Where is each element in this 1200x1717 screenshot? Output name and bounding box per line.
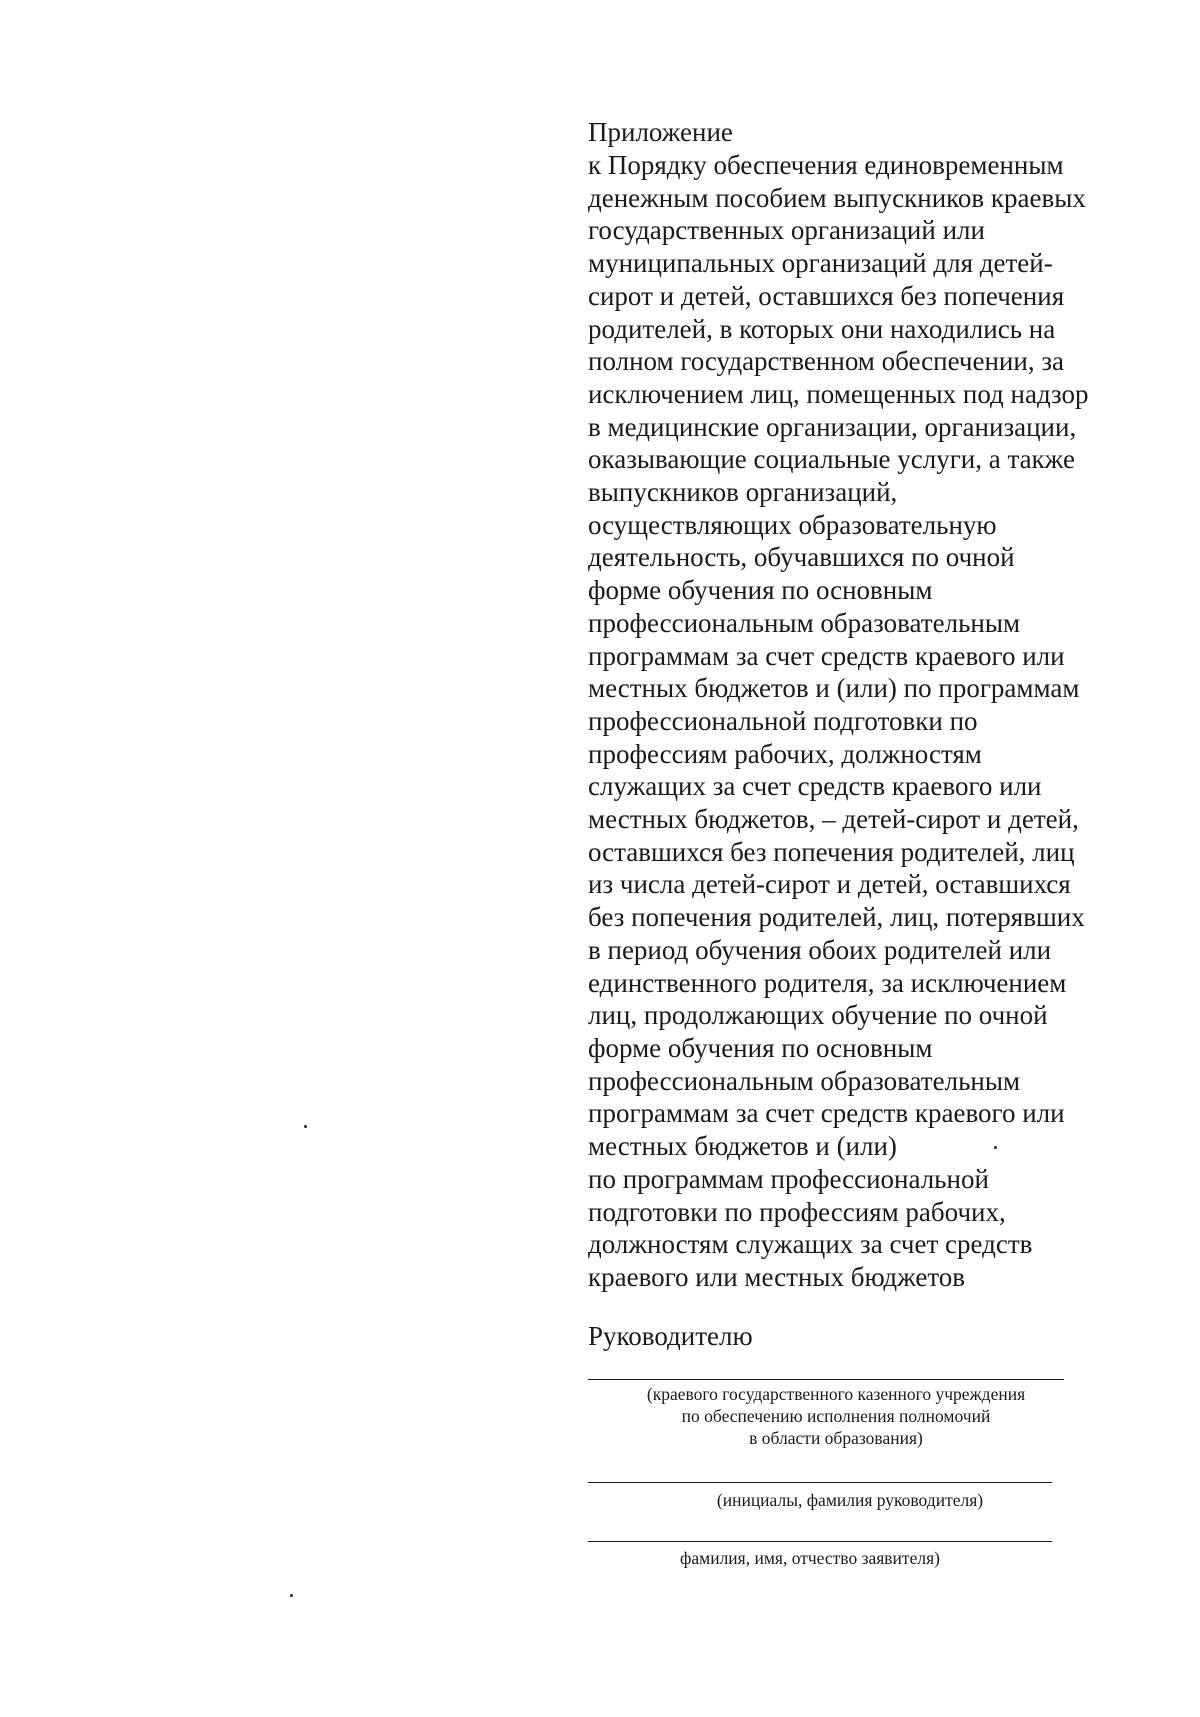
body-line: по программам профессиональной — [588, 1163, 989, 1194]
body-line: профессиям рабочих, должностям — [588, 738, 982, 769]
body-line: краевого или местных бюджетов — [588, 1261, 966, 1292]
body-line: без попечения родителей, лиц, потерявших — [588, 902, 1085, 933]
body-line: программам за счет средств краевого или — [588, 1098, 1065, 1129]
body-line: сирот и детей, оставшихся без попечения — [588, 280, 1065, 311]
body-line: осуществляющих образовательную — [588, 509, 997, 540]
body-line: муниципальных организаций для детей- — [588, 248, 1053, 279]
body-line: из числа детей-сирот и детей, оставшихся — [588, 869, 1071, 900]
head-name-caption: (инициалы, фамилия руководителя) — [716, 1490, 984, 1510]
body-line: должностям служащих за счет средств — [588, 1229, 1033, 1260]
body-line: оставшихся без попечения родителей, лиц — [588, 836, 1075, 867]
body-line: лиц, продолжающих обучение по очной — [588, 1000, 1048, 1031]
scan-speck — [290, 1594, 293, 1597]
body-line: выпускников организаций, — [588, 477, 898, 508]
body-line: исключением лиц, помещенных под надзор — [588, 378, 1089, 409]
appendix-description — [588, 149, 1108, 1294]
body-line: форме обучения по основным — [588, 575, 933, 606]
body-line: местных бюджетов и (или) по программам — [588, 673, 1080, 704]
body-line: профессиональным образовательным — [588, 1065, 1021, 1096]
body-line: оказывающие социальные услуги, а также — [588, 444, 1075, 475]
institution-blank-line — [588, 1379, 1064, 1380]
body-line: полном государственном обеспечении, за — [588, 346, 1064, 377]
scan-speck — [994, 1146, 997, 1149]
body-line: профессиональной подготовки по — [588, 705, 978, 736]
body-line: подготовки по профессиям рабочих, — [588, 1196, 1006, 1227]
caption-line: (краевого государственного казенного учреждения — [646, 1384, 1026, 1404]
institution-caption — [596, 1383, 1076, 1449]
head-name-blank-line — [588, 1482, 1052, 1483]
body-line: государственных организаций или — [588, 215, 985, 246]
body-line: деятельность, обучавшихся по очной — [588, 542, 1015, 573]
applicant-blank-line — [588, 1541, 1052, 1542]
body-line: местных бюджетов и (или) — [588, 1131, 897, 1162]
body-line: программам за счет средств краевого или — [588, 640, 1065, 671]
body-line: единственного родителя, за исключением — [588, 967, 1067, 998]
addressee-label: Руководителю — [588, 1321, 753, 1351]
applicant-caption: фамилия, имя, отчество заявителя) — [680, 1548, 940, 1568]
body-line: профессиональным образовательным — [588, 607, 1021, 638]
body-line: денежным пособием выпускников краевых — [588, 182, 1086, 213]
body-line: форме обучения по основным — [588, 1032, 933, 1063]
scan-speck — [304, 1125, 307, 1128]
caption-line: в области образования) — [749, 1428, 923, 1448]
caption-line: по обеспечению исполнения полномочий — [681, 1406, 991, 1426]
body-line: в период обучения обоих родителей или — [588, 934, 1052, 965]
body-line: местных бюджетов, – детей-сирот и детей, — [588, 804, 1079, 835]
body-line: родителей, в которых они находились на — [588, 313, 1056, 344]
appendix-title: Приложение — [588, 117, 733, 147]
body-line: к Порядку обеспечения единовременным — [588, 150, 1064, 180]
body-line: служащих за счет средств краевого или — [588, 771, 1042, 802]
body-line: в медицинские организации, организации, — [588, 411, 1077, 442]
